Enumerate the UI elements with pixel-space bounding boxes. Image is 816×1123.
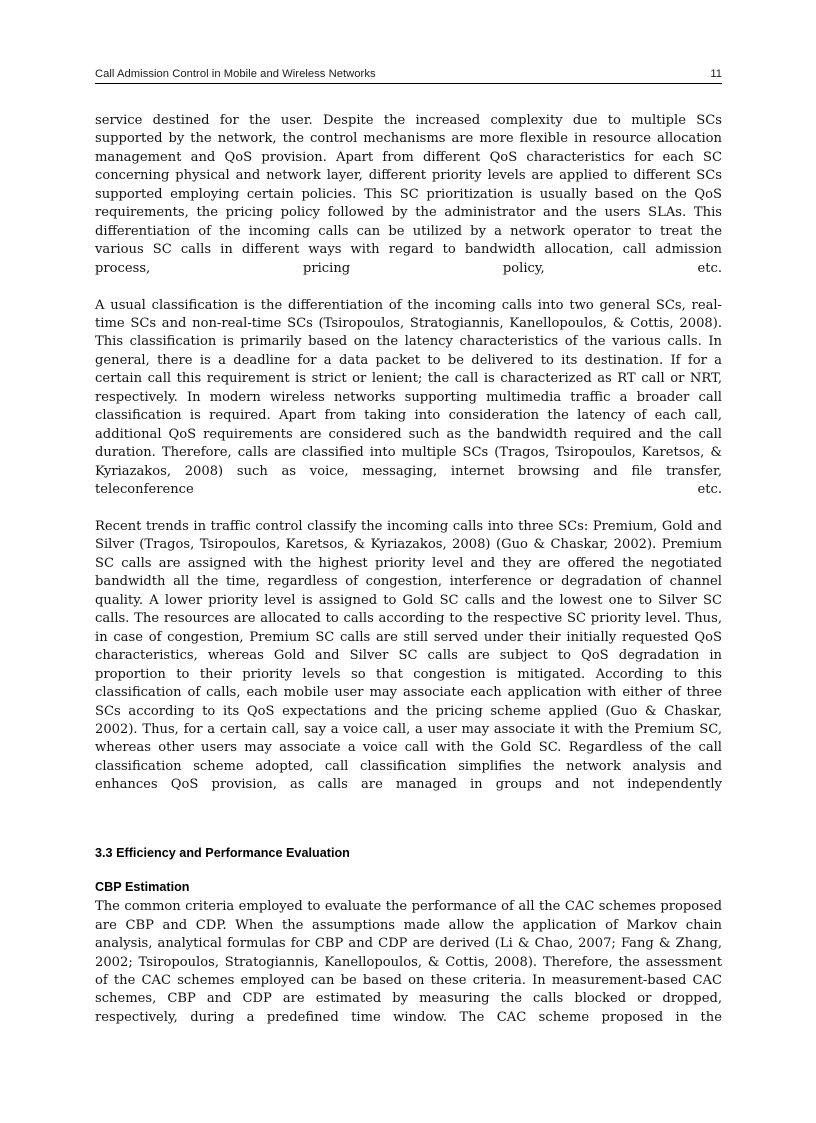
spacer <box>95 862 722 878</box>
subsection-heading: CBP Estimation <box>95 880 190 895</box>
body-paragraph: Recent trends in traffic control classify the incoming calls into three SCs: Premium, Gold and Silver (Tragos, Tsiropoulos, Karetsos, & Kyriazakos, 2008) (Guo & Chaskar, 2002). Premium SC calls are assigned with the highest priority level and they are offered the negotiated bandwidth all the time, regardless of congestion, interference or degradation of channel quality. A lower priority level is assigned to Gold SC calls and the lowest one to Silver SC calls. The resources are allocated to calls according to the respective SC priority level. Thus, in case of congestion, Premium SC calls are still served under their initially requested QoS characteristics, whereas Gold and Silver SC calls are subject to QoS degradation in proportion to their priority levels so that congestion is mitigated. According to this classification of calls, each mobile user may associate each application with either of three SCs according to its QoS expectations and the pricing scheme applied (Guo & Chaskar, 2002). Thus, for a certain call, say a voice call, a user may associate it with the Premium SC, whereas other users may associate a voice call with the Gold SC. Regardless of the call classification scheme adopted, call classification simplifies the network analysis and enhances QoS provision, as calls are managed in groups and not independently <box>95 518 722 793</box>
body-paragraph: A usual classification is the differentiation of the incoming calls into two general SCs, real-time SCs and non-real-time SCs (Tsiropoulos, Stratogiannis, Kanellopoulos, & Cottis, 2008). This classification is primarily based on the latency characteristics of the various calls. In general, there is a deadline for a data packet to be delivered to its destination. If for a certain call this requirement is strict or lenient; the call is characterized as RT call or NRT, respectively. In modern wireless networks supporting multimedia traffic a broader call classification is required. Apart from taking into consideration the latency of each call, additional QoS requirements are considered such as the bandwidth required and the call duration. Therefore, calls are classified into multiple SCs (Tragos, Tsiropoulos, Karetsos, & Kyriazakos, 2008) such as voice, messaging, internet browsing and file transfer, teleconference etc. <box>95 297 722 498</box>
body-paragraph: service destined for the user. Despite the increased complexity due to multiple SCs supported by the network, the control mechanisms are more flexible in resource allocation management and QoS provision. Apart from different QoS characteristics for each SC concerning physical and network layer, different priority levels are applied to different SCs supported employing certain policies. This SC prioritization is usually based on the QoS requirements, the pricing policy followed by the administrator and the users SLAs. This differentiation of the incoming calls can be utilized by a network operator to treat the various SC calls in different ways with regard to bandwidth allocation, call admission process, pricing policy, etc. <box>95 113 722 276</box>
page-content <box>95 112 722 1046</box>
header-title: Call Admission Control in Mobile and Wireless Networks <box>95 68 376 80</box>
spacer <box>95 813 722 844</box>
running-header <box>95 68 722 84</box>
body-paragraph: The common criteria employed to evaluate the performance of all the CAC schemes proposed are CBP and CDP. When the assumptions made allow the application of Markov chain analysis, analytical formulas for CBP and CDP are derived (Li & Chao, 2007; Fang & Zhang, 2002; Tsiropoulos, Stratogiannis, Kanellopoulos, & Cottis, 2008). Therefore, the assessment of the CAC schemes employed can be based on these criteria. In measurement-based CAC schemes, CBP and CDP are estimated by measuring the calls blocked or dropped, respectively, during a predefined time window. The CAC scheme proposed in the <box>95 899 722 1025</box>
page-number: 11 <box>710 68 722 80</box>
section-heading: 3.3 Efficiency and Performance Evaluation <box>95 846 350 861</box>
